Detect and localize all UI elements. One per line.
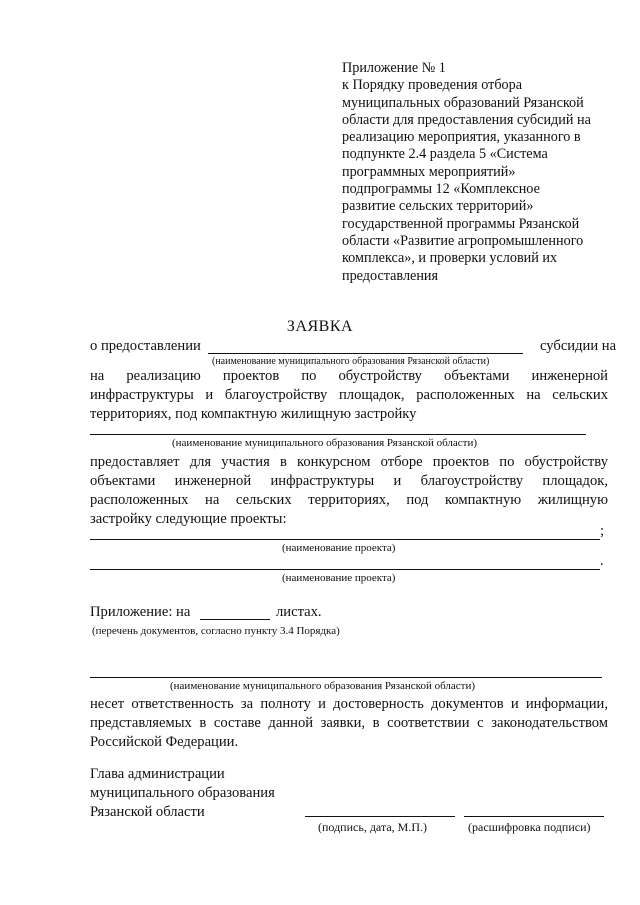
responsibility-line: несет ответственность за полноту и достоверность документов и информации, (90, 696, 608, 712)
signature-caption: (подпись, дата, М.П.) (318, 820, 427, 834)
purpose-line: на реализацию проектов по обустройству объектами инженерной (90, 368, 608, 384)
responsibility-paragraph (90, 695, 608, 752)
signatory-block (90, 765, 350, 822)
signature-transcript-field[interactable] (464, 816, 604, 817)
signature-field[interactable] (305, 816, 455, 817)
document-title: ЗАЯВКА (286, 318, 354, 335)
responsibility-line: Российской Федерации. (90, 734, 239, 750)
appendix-line: Приложение № 1 (342, 60, 446, 76)
purpose-line: инфраструктуры и благоустройству площадок, расположенных на сельских (90, 387, 608, 403)
project-caption-1: (наименование проекта) (282, 542, 396, 554)
appendix-line: подпункте 2.4 раздела 5 «Система (342, 146, 548, 163)
appendix-header (342, 60, 612, 285)
purpose-line: территориях, под компактную жилищную застройку (90, 406, 417, 422)
transcript-caption: (расшифровка подписи) (468, 820, 591, 834)
appendix-line: реализацию мероприятия, указанного в (342, 129, 581, 146)
attachment-sheets-field[interactable] (200, 619, 270, 620)
appendix-line: к Порядку проведения отбора (342, 77, 523, 94)
appendix-line: развитие сельских территорий» (342, 198, 534, 215)
attachment-prefix: Приложение: на (90, 604, 191, 620)
municipality-field-1[interactable] (208, 353, 523, 354)
appendix-line: подпрограммы 12 «Комплексное (342, 181, 540, 198)
appendix-line: области для предоставления субсидий на (342, 111, 591, 128)
attachment-caption: (перечень документов, согласно пункту 3.4 Порядка) (92, 625, 340, 637)
municipality-field-2[interactable] (90, 434, 586, 435)
provision-prefix: о предоставлении (90, 338, 201, 354)
municipality-caption-2: (наименование муниципального образования Рязанской области) (172, 437, 478, 449)
appendix-line: области «Развитие агропромышленного (342, 232, 584, 249)
appendix-line: комплекса», и проверки условий их (342, 250, 558, 267)
project-field-1[interactable] (90, 539, 600, 540)
municipality-caption: (наименование муниципального образования Рязанской области) (212, 356, 490, 367)
signatory-line: муниципального образования (90, 785, 275, 801)
submits-line: застройку следующие проекты: (90, 511, 287, 527)
signatory-line: Рязанской области (90, 804, 205, 820)
appendix-line: программных мероприятий» (342, 163, 516, 180)
project-caption-2: (наименование проекта) (282, 572, 396, 584)
signatory-line: Глава администрации (90, 766, 225, 782)
municipality-field-3[interactable] (90, 677, 602, 678)
submits-paragraph (90, 453, 608, 529)
appendix-line: предоставления (342, 267, 439, 284)
submits-line: объектами инженерной инфраструктуры и благоустройству площадок, (90, 473, 608, 489)
provision-suffix: субсидии на (540, 338, 617, 354)
attachment-suffix: листах. (276, 604, 322, 620)
purpose-paragraph (90, 367, 608, 424)
appendix-line: муниципальных образований Рязанской (342, 94, 584, 111)
project-2-end: . (600, 553, 604, 569)
municipality-caption-3: (наименование муниципального образования Рязанской области) (170, 680, 476, 692)
submits-line: предоставляет для участия в конкурсном отборе проектов по обустройству (90, 454, 608, 470)
appendix-line: государственной программы Рязанской (342, 215, 580, 232)
project-1-end: ; (600, 523, 605, 539)
project-field-2[interactable] (90, 569, 600, 570)
responsibility-line: представляемых в составе данной заявки, в соответствии с законодательством (90, 715, 608, 731)
submits-line: расположенных на сельских территориях, под компактную жилищную (90, 492, 608, 508)
